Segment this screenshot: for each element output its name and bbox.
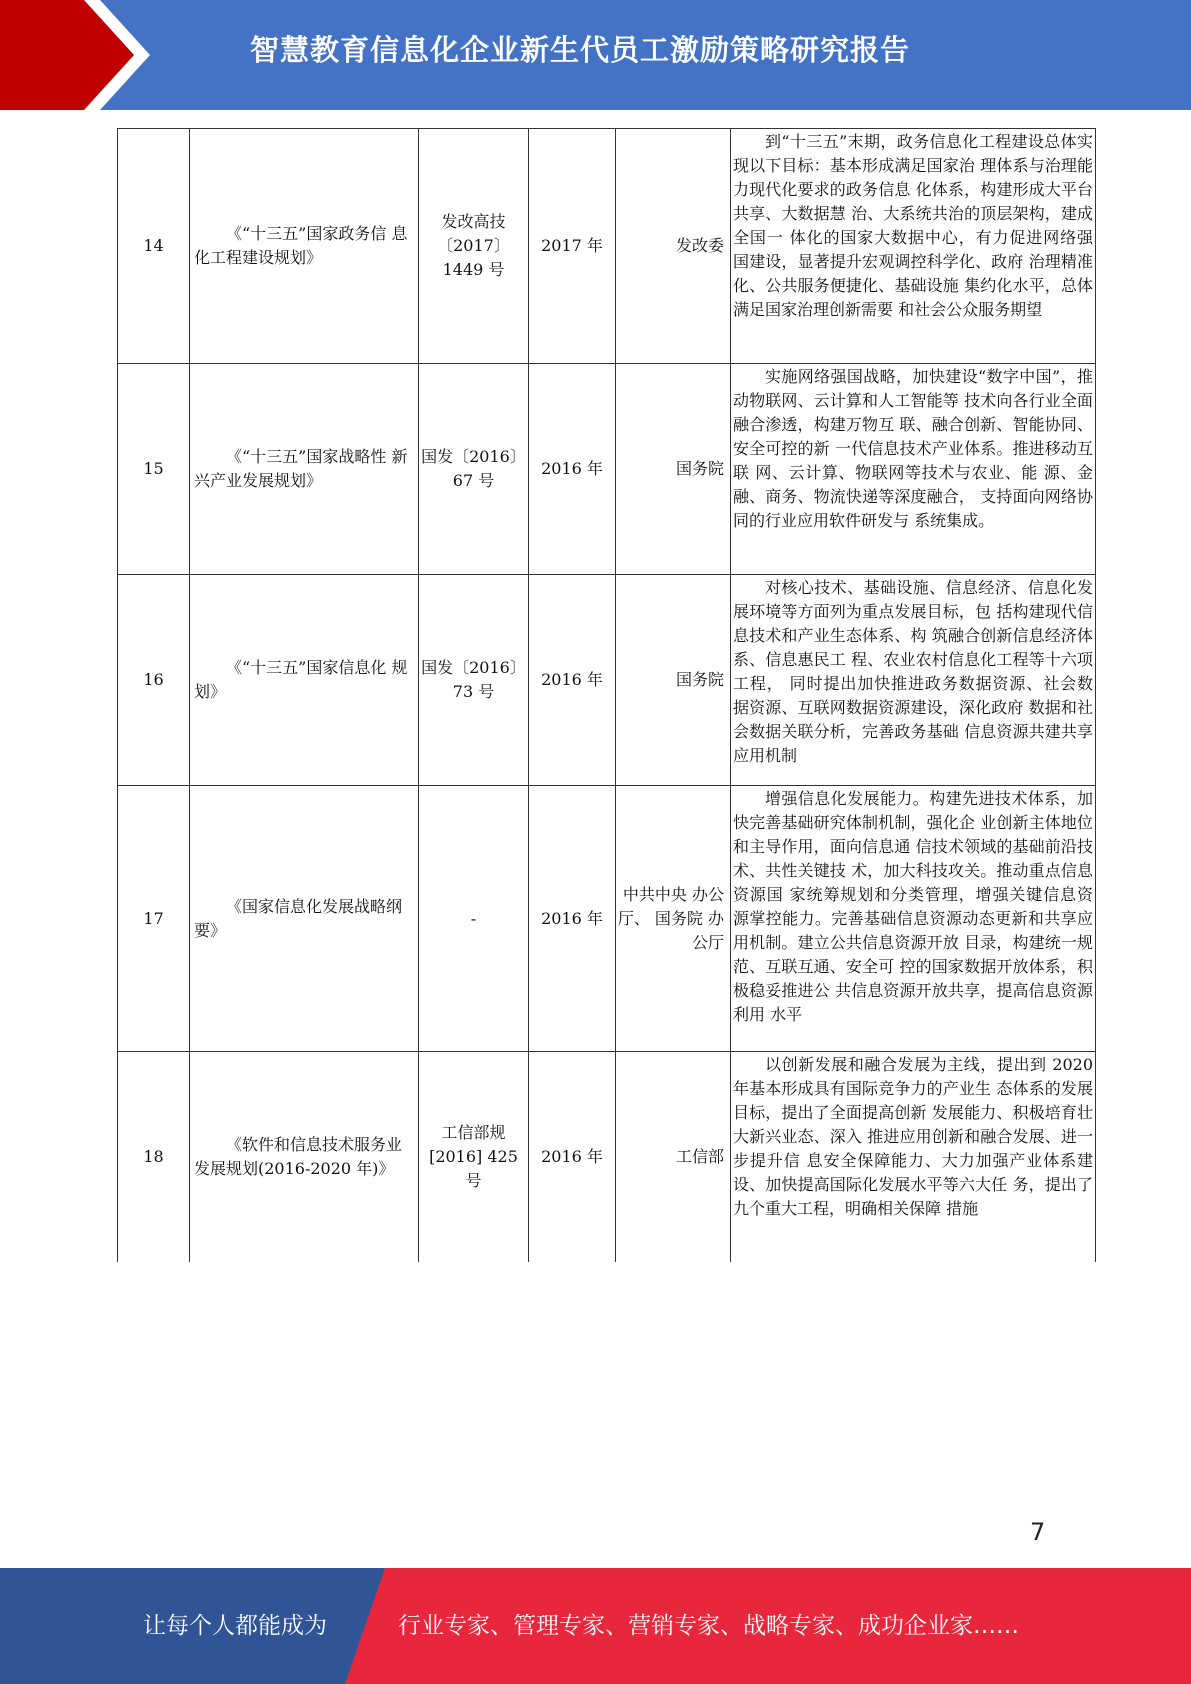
issue-year: 2016 年 <box>529 575 616 786</box>
table-row <box>118 364 1096 575</box>
issue-year: 2016 年 <box>529 364 616 575</box>
issuing-body: 国务院 <box>616 364 731 575</box>
page-number: 7 <box>1030 1518 1046 1546</box>
page-header <box>0 0 1191 110</box>
chevron-arrow-icon <box>0 0 160 110</box>
policy-description: 对核心技术、基础设施、信息经济、信息化发展环境等方面列为重点发展目标，包 括构建现代信息技术和产业生态体系、构 筑融合创新信息经济体系、信息惠民工 程、农业农村信息化工程等十六项工程， 同时提出加快推进政务数据资源、社会数 据资源、互联网数据资源建设，深化政府 数据和社会数据关联分析，完善政务基础 信息资源共建共享应用机制 <box>731 575 1096 786</box>
document-number: - <box>419 786 529 1052</box>
issue-year: 2016 年 <box>529 1052 616 1262</box>
table-row <box>118 129 1096 364</box>
row-number: 14 <box>118 129 190 364</box>
row-number: 17 <box>118 786 190 1052</box>
policy-name: 《“十三五”国家信息化 规划》 <box>190 575 419 786</box>
row-number: 15 <box>118 364 190 575</box>
page-footer <box>0 1568 1191 1684</box>
policy-name: 《“十三五”国家政务信 息化工程建设规划》 <box>190 129 419 364</box>
document-number: 发改高技〔2017〕1449 号 <box>419 129 529 364</box>
issue-year: 2016 年 <box>529 786 616 1052</box>
issuing-body: 工信部 <box>616 1052 731 1262</box>
policy-name: 《国家信息化发展战略纲 要》 <box>190 786 419 1052</box>
table-row <box>118 786 1096 1052</box>
table-row <box>118 575 1096 786</box>
table-row <box>118 1052 1096 1262</box>
document-number: 国发〔2016〕73 号 <box>419 575 529 786</box>
issue-year: 2017 年 <box>529 129 616 364</box>
policy-description: 到“十三五”末期，政务信息化工程建设总体实现以下目标：基本形成满足国家治 理体系与治理能力现代化要求的政务信息 化体系，构建形成大平台共享、大数据慧 治、大系统共治的顶层架构，建成全国一 体化的国家大数据中心，有力促进网络强 国建设，显著提升宏观调控科学化、政府 治理精准化、公共服务便捷化、基础设施 集约化水平，总体满足国家治理创新需要 和社会公众服务期望 <box>731 129 1096 364</box>
document-number: 工信部规 [2016] 425 号 <box>419 1052 529 1262</box>
policy-description: 以创新发展和融合发展为主线，提出到 2020 年基本形成具有国际竞争力的产业生 态体系的发展目标，提出了全面提高创新 发展能力、积极培育壮大新兴业态、深入 推进应用创新和融合发展、进一步提升信 息安全保障能力、大力加强产业体系建 设、加快提高国际化发展水平等六大任 务，提出了九个重大工程，明确相关保障 措施 <box>731 1052 1096 1262</box>
row-number: 18 <box>118 1052 190 1262</box>
issuing-body: 国务院 <box>616 575 731 786</box>
row-number: 16 <box>118 575 190 786</box>
policy-description: 增强信息化发展能力。构建先进技术体系，加快完善基础研究体制机制，强化企 业创新主体地位和主导作用，面向信息通 信技术领域的基础前沿技术、共性关键技 术，加大科技攻关。推动重点信息资源国 家统筹规划和分类管理，增强关键信息资 源掌控能力。完善基础信息资源动态更新和共享应用机制。建立公共信息资源开放 目录，构建统一规范、互联互通、安全可 控的国家数据开放体系，积极稳妥推进公 共信息资源开放共享，提高信息资源利用 水平 <box>731 786 1096 1052</box>
report-title: 智慧教育信息化企业新生代员工激励策略研究报告 <box>250 33 911 67</box>
policy-table <box>117 128 1096 1262</box>
policy-name: 《软件和信息技术服务业 发展规划(2016-2020 年)》 <box>190 1052 419 1262</box>
policy-name: 《“十三五”国家战略性 新兴产业发展规划》 <box>190 364 419 575</box>
footer-slogan-left: 让每个人都能成为 <box>143 1613 327 1639</box>
footer-slogan-right: 行业专家、管理专家、营销专家、战略专家、成功企业家…… <box>398 1613 1019 1639</box>
issuing-body: 发改委 <box>616 129 731 364</box>
policy-description: 实施网络强国战略，加快建设“数字中国”，推动物联网、云计算和人工智能等 技术向各行业全面融合渗透，构建万物互 联、融合创新、智能协同、安全可控的新 一代信息技术产业体系。推进移动互联 网、云计算、物联网等技术与农业、能 源、金融、商务、物流快递等深度融合， 支持面向网络协同的行业应用软件研发与 系统集成。 <box>731 364 1096 575</box>
document-number: 国发〔2016〕67 号 <box>419 364 529 575</box>
issuing-body: 中共中央 办公厅、 国务院 办公厅 <box>616 786 731 1052</box>
